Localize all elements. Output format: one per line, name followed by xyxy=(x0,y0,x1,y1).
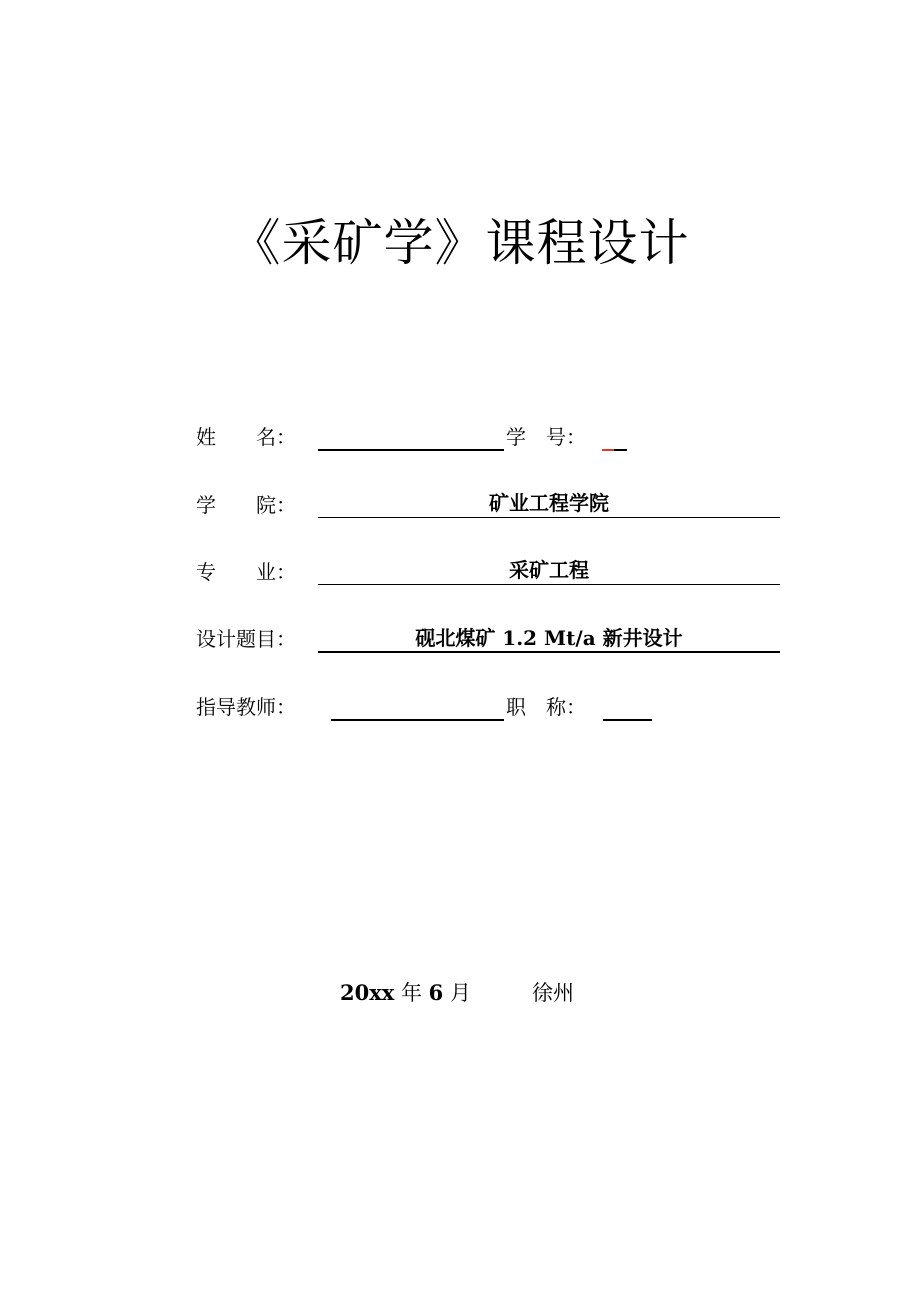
college-value: 矿业工程学院 xyxy=(489,491,609,515)
footer-month-unit: 月 xyxy=(449,981,471,1005)
major-value: 采矿工程 xyxy=(509,558,589,582)
topic-value: 砚北煤矿 1.2 Mt/a 新井设计 xyxy=(415,626,683,650)
footer-year-unit: 年 xyxy=(400,981,422,1005)
advisor-label: 指导教师： xyxy=(196,695,296,719)
footer-date xyxy=(340,978,471,1008)
job-title-line xyxy=(603,693,652,721)
student-id-line xyxy=(614,423,627,451)
job-title-label: 职 称： xyxy=(506,695,586,719)
name-line xyxy=(318,423,504,451)
major-label: 专 业： xyxy=(196,560,296,584)
document-title: 《采矿学》课程设计 xyxy=(230,214,690,272)
topic-label: 设计题目： xyxy=(196,627,296,651)
college-label: 学 院： xyxy=(196,493,296,517)
student-id-red-line xyxy=(602,423,614,451)
name-label: 姓 名： xyxy=(196,425,296,449)
advisor-line xyxy=(331,693,504,721)
student-id-label: 学 号： xyxy=(506,425,586,449)
footer-place: 徐州 xyxy=(532,981,574,1005)
footer-month: 6 xyxy=(428,980,444,1005)
footer-year: 20xx xyxy=(340,980,395,1005)
